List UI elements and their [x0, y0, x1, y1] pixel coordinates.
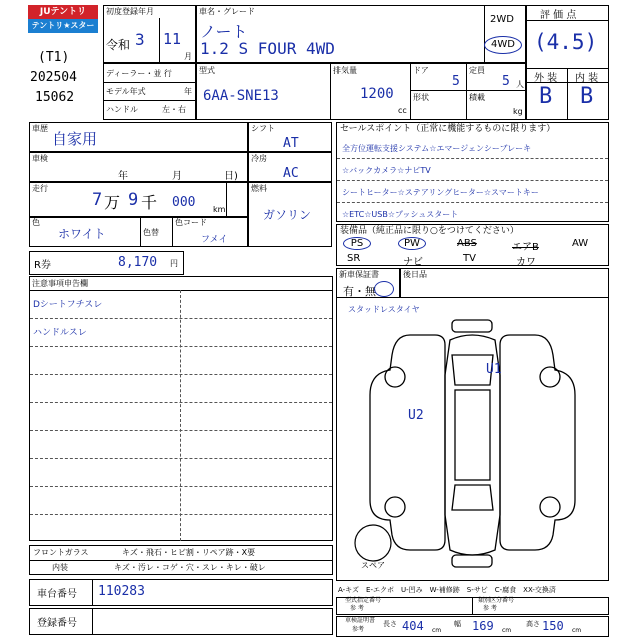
car-grade: 1.2 S FOUR 4WD — [200, 39, 335, 58]
note-line2: ハンドルスレ — [33, 328, 87, 338]
reg-month: 11 — [163, 30, 182, 48]
color-code: フメイ — [201, 235, 228, 245]
model-label: 型式 — [199, 66, 215, 75]
displacement-label: 排気量 — [333, 66, 357, 75]
equip-aw: AW — [572, 238, 589, 249]
inspection-day-unit: 日) — [224, 171, 238, 182]
type-cert-label3: 類別区分番号 — [478, 597, 515, 604]
ac-value: AC — [283, 166, 299, 181]
dims-ref: 参考 — [352, 626, 365, 633]
drive-4wd-text: 4WD — [491, 39, 515, 50]
ext-score: B — [539, 84, 553, 109]
type-cert-label1: 型式指定番号 — [345, 597, 382, 604]
spare-label: スペア — [361, 561, 385, 570]
drive-2wd: 2WD — [490, 14, 514, 25]
code-number: 15062 — [35, 90, 75, 105]
displacement-unit: cc — [398, 106, 407, 115]
glass-options: キズ・飛石・ヒビ割・リペア跡・X要 — [122, 548, 256, 557]
equip-abs: ABS — [457, 238, 477, 249]
score-label: 評 価 点 — [540, 10, 577, 21]
dims-len: 404 — [402, 619, 424, 633]
mileage-rest: 000 — [172, 195, 196, 210]
dims-len-label: 長さ — [383, 620, 397, 628]
logo-line2: テントリ★スター — [28, 19, 98, 33]
sales-line3: シートヒーター☆ステアリングヒーター☆スマートキー — [342, 188, 539, 197]
dims-width-label: 幅 — [454, 620, 461, 628]
handle-options: 左・右 — [162, 105, 186, 114]
usage-label: 車歴 — [32, 124, 48, 133]
mileage-sen: 9 — [128, 190, 139, 210]
notes-label: 注意事項申告欄 — [32, 279, 88, 288]
car-name-label: 車名・グレード — [199, 7, 255, 16]
sales-line4: ☆ETC☆USB☆プッシュスタート — [342, 210, 459, 219]
displacement: 1200 — [360, 86, 394, 102]
note-line1: Dシートフチスレ — [33, 300, 103, 310]
interior-label: 内装 — [52, 563, 68, 572]
plate-label: 登録番号 — [37, 618, 77, 629]
int-label: 内 装 — [575, 73, 599, 84]
code-date: 202504 — [30, 70, 77, 85]
handle-label: ハンドル — [106, 105, 138, 114]
dims-height: 150 — [542, 619, 564, 633]
mileage-label: 走行 — [32, 184, 48, 193]
sales-line2: ☆バックカメラ☆ナビTV — [342, 166, 431, 175]
equip-tv: TV — [463, 253, 476, 264]
recycle-unit: 円 — [170, 259, 178, 268]
manual-box — [400, 268, 609, 298]
notes-box — [29, 276, 333, 541]
tire-note: スタッドレスタイヤ — [348, 305, 420, 314]
logo — [28, 5, 98, 41]
interior-options: キズ・汚レ・コゲ・穴・スレ・キレ・破レ — [114, 563, 266, 572]
int-score: B — [580, 84, 594, 109]
inspection-month-unit: 月 — [172, 171, 182, 182]
dims-label: 車検証明書 — [345, 617, 376, 624]
dealer-label: ディーラー・並 行 — [106, 69, 172, 78]
load-label: 積載 — [469, 93, 485, 102]
mileage-sen-unit: 千 — [141, 193, 158, 212]
reg-month-unit: 月 — [184, 52, 192, 61]
recycle-label: R券 — [34, 260, 51, 271]
chassis-label: 車台番号 — [37, 589, 77, 600]
dims-height-unit: cm — [572, 627, 582, 634]
dims-width-unit: cm — [502, 627, 512, 634]
capacity: 5 — [502, 74, 510, 89]
logo-line1: JUテントリ — [28, 5, 98, 19]
color-tone-label: 色替 — [143, 228, 159, 237]
chassis-number: 110283 — [98, 584, 145, 599]
shape-label: 形状 — [413, 93, 429, 102]
recycle-value: 8,170 — [118, 255, 158, 270]
model-year-label: モデル年式 — [106, 87, 146, 96]
damage-legend: A-キズ E-エクボ U-凹み W-補修跡 S-サビ C-腐食 XX-交換済 — [338, 586, 556, 594]
dims-width: 169 — [472, 619, 494, 633]
glass-label: フロントガラス — [33, 548, 89, 557]
mileage-man-unit: 万 — [104, 193, 121, 212]
sales-label: セールスポイント（正常に機能するものに限ります） — [340, 124, 556, 134]
usage-value: 自家用 — [52, 130, 98, 148]
fuel-label: 燃料 — [251, 184, 267, 193]
door-label: ドア — [413, 66, 429, 75]
equip-pw-text: PW — [404, 238, 420, 249]
car-diagram — [340, 315, 605, 575]
equip-label: 装備品（純正品に限り○をつけてください） — [340, 226, 519, 236]
ac-label: 冷房 — [251, 154, 267, 163]
code-t: (T1) — [38, 50, 70, 65]
equip-airbag: エアB — [512, 242, 539, 253]
inspection-label: 車検 — [32, 154, 48, 163]
score-value: (4.5) — [534, 30, 598, 54]
ext-label: 外 装 — [534, 73, 558, 84]
drive-4wd — [484, 36, 522, 54]
doors: 5 — [452, 74, 460, 89]
recycle-box — [29, 251, 184, 275]
car-name: ノート — [200, 22, 248, 41]
dims-len-unit: cm — [432, 627, 442, 634]
equip-sr: SR — [347, 253, 361, 264]
equip-leather: カワ — [516, 257, 536, 268]
reg-label: 初度登録年月 — [106, 7, 154, 16]
model-year-unit: 年 — [184, 87, 192, 96]
fuel-value: ガソリン — [263, 208, 312, 222]
manual-label: 後日品 — [403, 270, 427, 279]
load-unit: kg — [513, 107, 523, 116]
mark-u1: U1 — [486, 362, 502, 377]
color-label: 色 — [32, 218, 40, 227]
equip-ps-text: PS — [350, 238, 364, 249]
dims-height-label: 高さ — [526, 620, 540, 628]
warranty-circle — [374, 281, 394, 297]
inspection-box — [29, 152, 248, 182]
color-code-label: 色コード — [175, 218, 207, 227]
reg-era: 令和 — [106, 38, 131, 52]
sales-line1: 全方位運転支援システム☆エマージェンシーブレーキ — [342, 144, 532, 153]
equip-pw — [398, 237, 426, 250]
capacity-label: 定員 — [469, 66, 485, 75]
type-cert-label2: 参 考 — [350, 605, 364, 612]
mileage-man: 7 — [92, 190, 103, 210]
capacity-unit: 人 — [516, 80, 524, 89]
equip-navi: ナビ — [403, 257, 423, 268]
shift-value: AT — [283, 136, 299, 151]
inspection-year-unit: 年 — [118, 171, 128, 182]
mark-u2: U2 — [408, 408, 424, 423]
color-value: ホワイト — [58, 227, 106, 241]
model-code: 6AA-SNE13 — [203, 88, 279, 104]
shift-label: シフト — [251, 124, 275, 133]
mileage-unit: km — [213, 205, 226, 214]
reg-year: 3 — [135, 30, 145, 49]
warranty-value: 有・無 — [343, 285, 376, 298]
type-cert-label4: 参 考 — [483, 605, 497, 612]
warranty-label: 新車保証書 — [339, 270, 379, 279]
equip-ps — [343, 237, 371, 250]
